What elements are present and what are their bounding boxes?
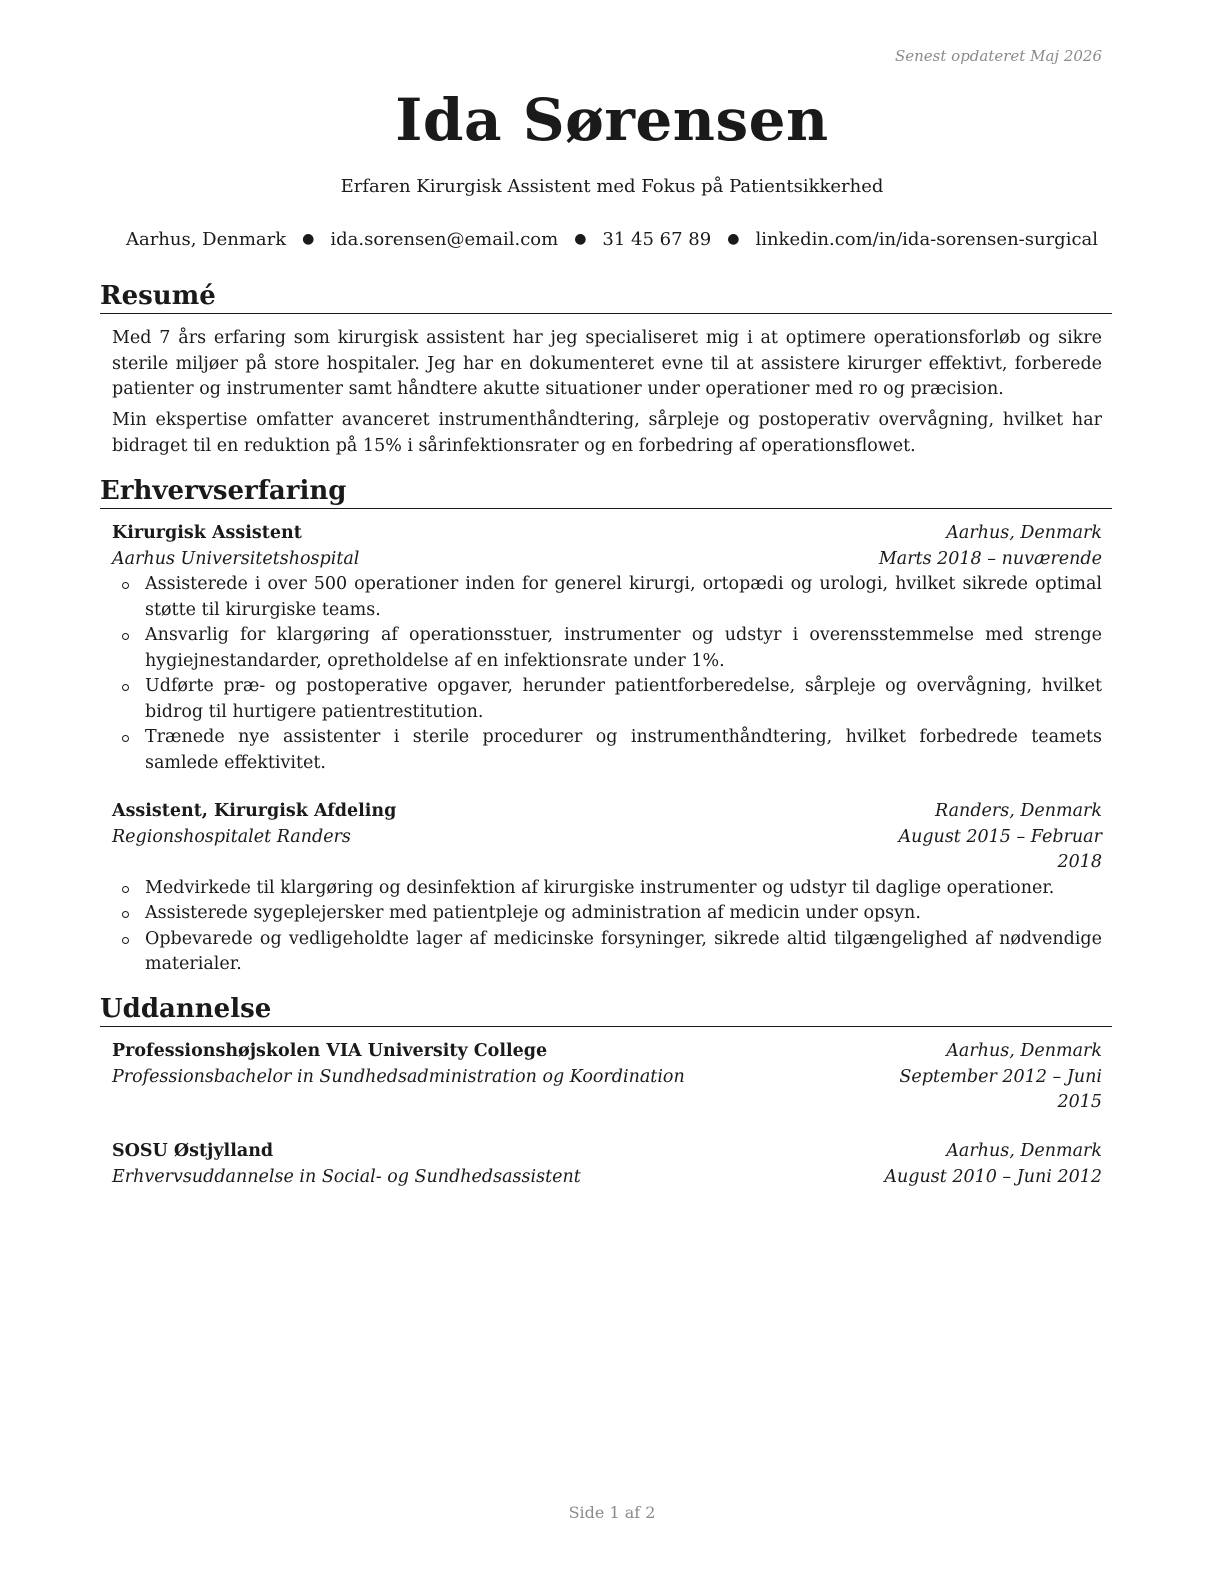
education-degree: Erhvervsuddannelse in Social- og Sundhedsassistent	[112, 1166, 581, 1187]
circle-bullet-icon	[122, 937, 129, 944]
education-school: SOSU Østjylland	[112, 1141, 274, 1161]
job-role: Assistent, Kirurgisk Afdeling	[112, 801, 397, 821]
last-updated: Senest opdateret Maj 2026	[894, 47, 1102, 65]
circle-bullet-icon	[122, 911, 129, 918]
contact-linkedin[interactable]: linkedin.com/in/ida-sorensen-surgical	[755, 229, 1099, 250]
job-employer: Regionshospitalet Randers	[112, 826, 351, 847]
circle-bullet-icon	[122, 633, 129, 640]
summary-paragraph-2: Min ekspertise omfatter avanceret instrumenthåndtering, sårpleje og postoperativ overvågning, hvilket har bidraget til en reduktion på 15% i sårinfektionsrater og en forbedring af operationsflowet.	[112, 410, 1102, 456]
list-item: Medvirkede til klargøring og desinfektion af kirurgiske instrumenter og udstyr til daglige operationer.	[112, 876, 1102, 902]
contact-line	[0, 229, 1224, 250]
bullet-separator: ●	[727, 231, 740, 247]
list-item: Opbevarede og vedligeholdte lager af medicinske forsyninger, sikrede altid tilgængelighed af nødvendige materialer.	[112, 927, 1102, 978]
education-dates: August 2010 – Juni 2012	[884, 1166, 1102, 1187]
contact-phone: 31 45 67 89	[602, 229, 712, 250]
list-item: Ansvarlig for klargøring af operationsstuer, instrumenter og udstyr i overensstemmelse med strenge hygiejnestandarder, opretholdelse af en infektionsrate under 1%.	[112, 623, 1102, 674]
job-role: Kirurgisk Assistent	[112, 523, 302, 543]
circle-bullet-icon	[122, 735, 129, 742]
person-name: Ida Sørensen	[395, 86, 829, 154]
bullet-separator: ●	[302, 231, 315, 247]
job-bullets	[112, 876, 1102, 978]
education-degree: Professionsbachelor in Sundhedsadministration og Koordination	[112, 1066, 685, 1087]
list-item: Assisterede sygeplejersker med patientpleje og administration af medicin under opsyn.	[112, 901, 1102, 927]
education-school: Professionshøjskolen VIA University College	[112, 1041, 548, 1061]
education-entry	[112, 1139, 1102, 1190]
circle-bullet-icon	[122, 886, 129, 893]
job-dates: August 2015 – Februar 2018	[898, 826, 1102, 872]
education-location: Aarhus, Denmark	[946, 1141, 1102, 1161]
page-number: Side 1 af 2	[568, 1503, 656, 1522]
list-item: Assisterede i over 500 operationer inden for generel kirurgi, ortopædi og urologi, hvilket sikrede optimal støtte til kirurgiske teams.	[112, 572, 1102, 623]
job-entry	[112, 521, 1102, 776]
job-location: Randers, Denmark	[935, 801, 1102, 821]
contact-email[interactable]: ida.sorensen@email.com	[330, 229, 559, 250]
job-dates: Marts 2018 – nuværende	[878, 548, 1102, 569]
education-entry	[112, 1039, 1102, 1116]
bullet-separator: ●	[574, 231, 587, 247]
circle-bullet-icon	[122, 684, 129, 691]
list-item: Udførte præ- og postoperative opgaver, herunder patientforberedelse, sårpleje og overvågning, hvilket bidrog til hurtigere patientrestitution.	[112, 674, 1102, 725]
job-entry	[112, 799, 1102, 978]
job-location: Aarhus, Denmark	[946, 523, 1102, 543]
job-employer: Aarhus Universitetshospital	[112, 548, 360, 569]
section-title-summary: Resumé	[100, 281, 1112, 314]
education-location: Aarhus, Denmark	[946, 1041, 1102, 1061]
job-bullets	[112, 572, 1102, 776]
list-item: Trænede nye assistenter i sterile procedurer og instrumenthåndtering, hvilket forbedrede teamets samlede effektivitet.	[112, 725, 1102, 776]
section-title-experience: Erhvervserfaring	[100, 476, 1112, 509]
section-title-education: Uddannelse	[100, 994, 1112, 1027]
contact-location: Aarhus, Denmark	[125, 229, 287, 250]
education-dates: September 2012 – Juni 2015	[899, 1066, 1102, 1112]
summary-paragraph-1: Med 7 års erfaring som kirurgisk assistent har jeg specialiseret mig i at optimere operationsforløb og sikre sterile miljøer på store hospitaler. Jeg har en dokumenteret evne til at assistere kirurger effektivt, forberede patienter og instrumenter samt håndtere akutte situationer under operationer med ro og præcision.	[112, 328, 1102, 399]
tagline: Erfaren Kirurgisk Assistent med Fokus på Patientsikkerhed	[340, 176, 884, 197]
circle-bullet-icon	[122, 582, 129, 589]
